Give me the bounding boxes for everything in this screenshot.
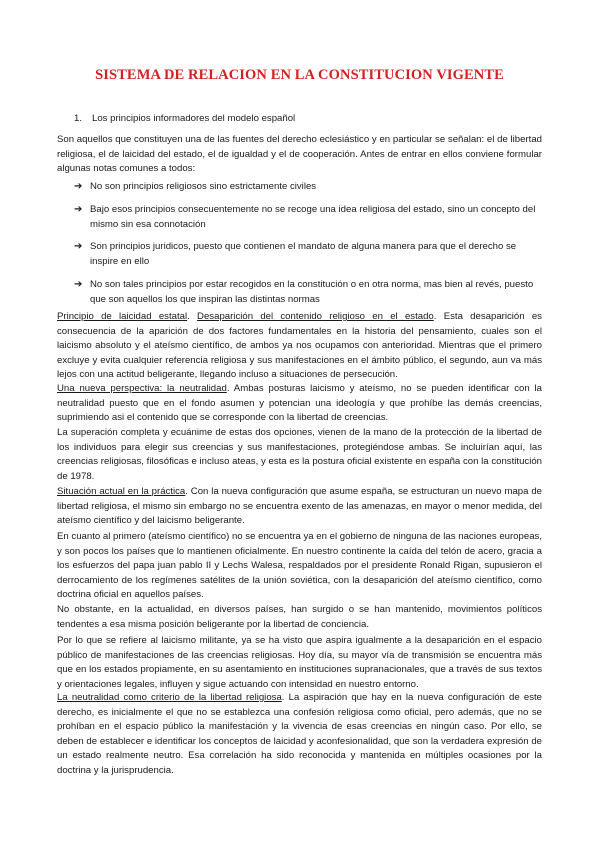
section-heading: La neutralidad como criterio de la libertad religiosa (57, 692, 282, 703)
heading-separator: . (187, 311, 198, 322)
section-situacion (57, 485, 542, 529)
section-neutralidad (57, 382, 542, 426)
section-heading: Principio de laicidad estatal (57, 311, 188, 322)
arrow-right-icon: ➔ (74, 181, 83, 192)
page-title: SISTEMA DE RELACION EN LA CONSTITUCION VIGENTE (95, 67, 504, 83)
paragraph: En cuanto al primero (ateísmo científico) no se encuentra ya en el gobierno de ninguna de las naciones europeas, y son pocos los países que lo mantienen oficialmente. En nuestro continente la caída del telón de acero, gracia a los esfuerzos del papa juan pablo II y Lechs Walesa, respaldados por el presidente Ronald Rigan, supusieron el derrocamiento de los regímenes satélites de la unión soviética, con la desaparición del ateísmo científico, como doctrina oficial en aquellos países. (57, 531, 542, 601)
arrow-right-icon: ➔ (74, 279, 83, 290)
paragraph: No obstante, en la actualidad, en diversos países, han surgido o se han mantenido, movimientos políticos tendentes a esa misma posición beligerante por la libertad de conciencia. (57, 604, 542, 630)
section-body: . Ambas posturas laicismo y ateísmo, no se pueden identificar con la neutralidad puesto que en el fondo asumen y potencian una ideología y que prohíbe las demás creencias, suprimiendo asi el contenido que se corresponde con la libertad de creencias. (57, 383, 542, 424)
bullet-text: No son principios religiosos sino estrictamente civiles (90, 181, 317, 192)
section-body: . La aspiración que hay en la nueva configuración de este derecho, es inicialmente el que no se establezca una confesión religiosa como oficial, pero además, que no se prohíban en el espacio público la manifestación y la vivencia de esas creencias en ningún caso. Por ello, se deben de establecer e identificar los conceptos de laicidad y aconfesionalidad, que son la verdadera expresión de un estado realmente neutro. Esa correlación ha sido reconocida y mantenida en múltiples ocasiones por la doctrina y la jurisprudencia. (57, 692, 543, 776)
section-heading: Una nueva perspectiva: la neutralidad (57, 383, 227, 394)
bullet-text: Bajo esos principios consecuentemente no se recoge una idea religiosa del estado, sino un concepto del mismo sin esa connotación (90, 204, 536, 230)
section-body: . Con la nueva configuración que asume españa, se estructuran un nuevo mapa de libertad religiosa, el mismo sin embargo no se encuentra exento de las amenazas, en mayor o menor medida, del ateísmo científico y del laicismo beligerante. (57, 486, 542, 527)
bullet-text: Son principios juridicos, puesto que contienen el mandato de alguna manera para que el derecho se inspire en ello (90, 241, 517, 267)
section-body: . Esta desaparición es consecuencia de la aparición de dos factores fundamentales en la historia del pensamiento, cuales son el laicismo absoluto y el ateísmo científico, de ambos ya nos ocupamos con anterioridad. Mientras que el primero excluye y evita cualquier referencia religiosa y sus manifestaciones en el ámbito público, el segundo, aun va más lejos con una actitud beligerante, llegando incluso a situaciones de persecución. (57, 311, 542, 381)
section-laicidad (57, 310, 542, 383)
numbered-heading-text: Los principios informadores del modelo español (92, 113, 296, 124)
numbered-heading (74, 112, 295, 127)
section-heading: Situación actual en la práctica (57, 486, 186, 497)
arrow-right-icon: ➔ (74, 241, 83, 252)
paragraph: Por lo que se refiere al laicismo militante, ya se ha visto que aspira igualmente a la desaparición en el espacio público de manifestaciones de las creencias religiosas. Hoy día, su mayor vía de transmisión se encuentra más que en los estados propiamente, en su asentamiento en instituciones supranacionales, que a través de sus textos y orientaciones legales, influyen y sigue actuando con intensidad en nuestro entorno. (57, 635, 542, 690)
paragraph: La superación completa y ecuánime de estas dos opciones, vienen de la mano de la protección de la libertad de los individuos para elegir sus creencias y sus manifestaciones, protegiéndose ambas. Se incluirían aquí, las creencias religiosas, filosóficas e incluso ateas, y esta es la postura oficial existente en españa con la constitución de 1978. (57, 427, 542, 482)
section-heading: Desaparición del contenido religioso en el estado (197, 311, 434, 322)
list-number: 1. (74, 113, 83, 124)
section-criterio (57, 691, 542, 779)
bullet-text: No son tales principios por estar recogidos en la constitución o en otra norma, mas bien al revés, puesto que son aquellos los que inspiran las distintas normas (90, 279, 534, 305)
intro-paragraph: Son aquellos que constituyen una de las fuentes del derecho eclesiástico y en particular se señalan: el de libertad religiosa, el de laicidad del estado, el de igualdad y el de cooperación. Antes de entrar en ellos conviene formular algunas notas comunes a todos: (57, 134, 542, 175)
arrow-right-icon: ➔ (74, 204, 83, 215)
